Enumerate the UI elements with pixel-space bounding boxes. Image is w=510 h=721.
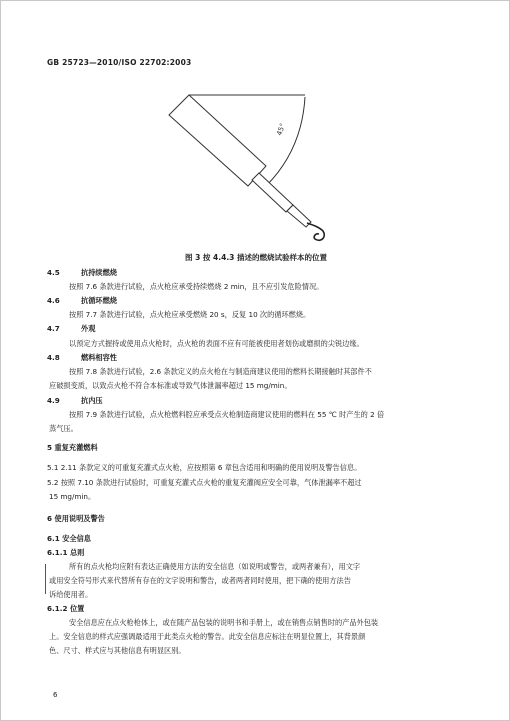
section-5-2-text-1: 5.2 按照 7.10 条款进行试验时，可重复充灌式点火枪的重复充灌阀应安全可靠，气体泄漏率不超过	[47, 478, 362, 487]
section-6-1-heading: 6.1 安全信息	[47, 534, 91, 543]
section-6-1-2-heading: 6.1.2 位置	[47, 604, 85, 613]
section-4-9-text-1: 按照 7.9 条款进行试验，点火枪燃料腔应承受点火枪制造商建议使用的燃料在 55 ℃ 时产生的 2 倍	[69, 410, 385, 419]
lighter-body	[169, 95, 266, 186]
page-number: 6	[53, 691, 58, 699]
section-6-1-1-text-1: 所有的点火枪均应附有表达正确使用方法的安全信息（如说明或警告，或两者兼有），用文字	[69, 562, 361, 571]
section-6-heading: 6 使用说明及警告	[47, 514, 105, 523]
section-6-1-1-text-2: 或用安全符号形式来代替所有存在的文字说明和警告，或者两者同时使用，把下确的使用方法告	[49, 576, 351, 585]
angle-label: 45°	[275, 122, 288, 137]
figure-caption: 图 3 按 4.4.3 描述的燃烧试验样本的位置	[184, 253, 328, 262]
section-6-1-2-text-3: 色、尺寸、样式应与其他信息有明显区别。	[49, 646, 186, 655]
section-4-8-text-2: 应破损变质，以致点火枪不符合本标准或导致气体泄漏率超过 15 mg/min。	[49, 381, 292, 390]
section-4-5-heading: 4.5 抗持续燃烧	[47, 268, 117, 277]
section-4-8-heading: 4.8 燃料相容性	[47, 353, 117, 362]
section-6-1-1-heading: 6.1.1 总则	[47, 548, 85, 557]
section-5-heading: 5 重复充灌燃料	[47, 443, 98, 452]
section-4-6-heading: 4.6 抗循环燃烧	[47, 296, 117, 305]
angle-arc	[266, 97, 305, 186]
standard-header: GB 25723—2010/ISO 22702:2003	[47, 58, 192, 67]
section-4-5-text: 按照 7.6 条款进行试验，点火枪应承受持续燃烧 2 min，且不应引发危险情况。	[69, 282, 324, 291]
section-4-7-heading: 4.7 外观	[47, 324, 96, 333]
lighter-position-figure	[1, 1, 510, 261]
section-4-7-text: 以预定方式握持或使用点火枪时，点火枪的表面不应有可能被使用者划伤或磨损的尖锐边缘。	[69, 339, 364, 348]
flame-icon	[307, 223, 324, 240]
section-4-6-text: 按照 7.7 条款进行试验，点火枪应承受燃烧 20 s，反复 10 次的循环燃烧。	[69, 310, 311, 319]
section-4-9-heading: 4.9 抗内压	[47, 396, 103, 405]
revision-margin-mark	[45, 564, 46, 594]
section-6-1-1-text-3: 诉给使用者。	[49, 590, 93, 599]
section-5-2-text-2: 15 mg/min。	[49, 492, 96, 501]
section-6-1-2-text-2: 上。安全信息的样式应强调最适用于此类点火枪的警告。此安全信息应标注在明显位置上，其背景颜	[49, 632, 366, 641]
section-6-1-2-text-1: 安全信息应在点火枪枪体上，或在随产品包装的说明书和手册上，或在销售点销售时的产品外包装	[69, 618, 379, 627]
section-5-1-text: 5.1 2.11 条款定义的可重复充灌式点火枪，应按照第 6 章包含适用和明确的使用说明及警告信息。	[47, 463, 362, 472]
section-4-9-text-2: 蒸气压。	[49, 424, 78, 433]
section-4-8-text-1: 按照 7.8 条款进行试验，2.6 条款定义的点火枪在与制造商建议使用的燃料长期接触时其部件不	[69, 367, 372, 376]
